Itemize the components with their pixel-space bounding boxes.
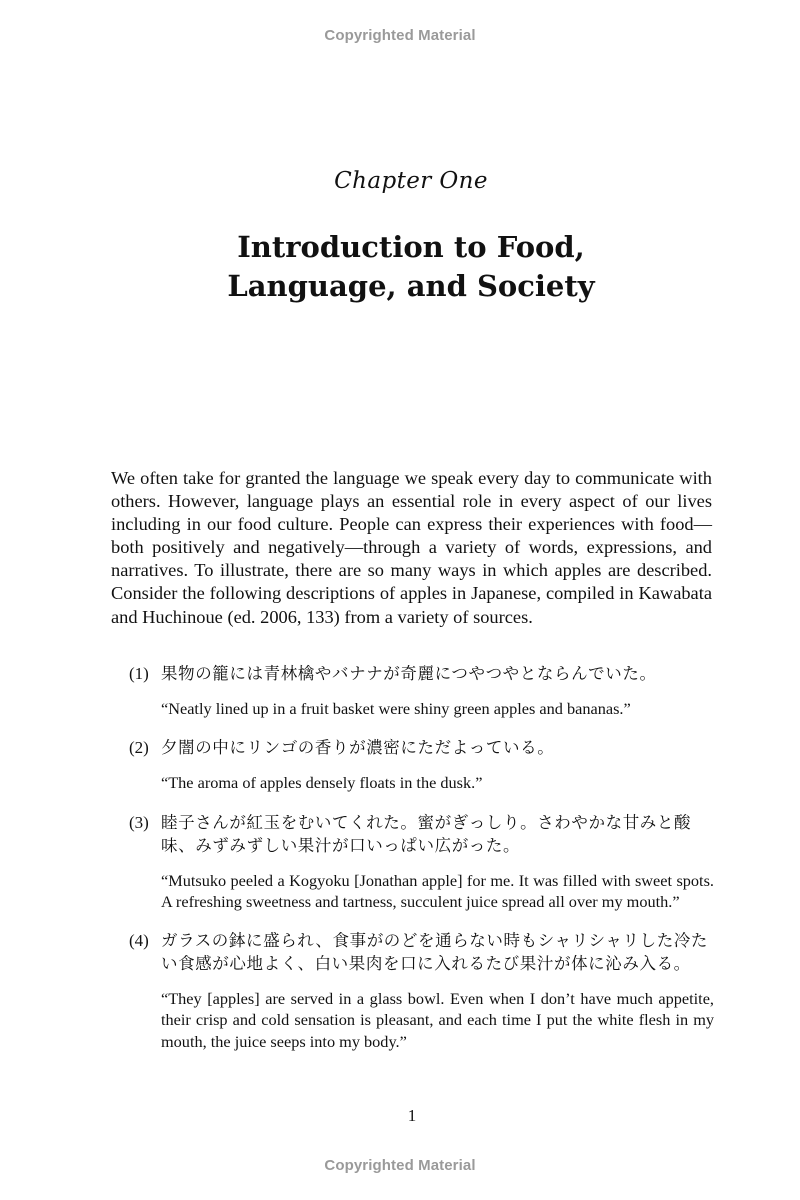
example-item <box>129 662 714 719</box>
example-item <box>129 736 714 793</box>
copyright-watermark-top: Copyrighted Material <box>324 27 476 44</box>
chapter-title-line-2: Language, and Society <box>227 269 595 303</box>
example-translation: “They [apples] are served in a glass bowl. Even when I don’t have much appetite, their crisp and cold sensation is pleasant, and each time I put the white flesh in my mouth, the juice seeps into my body.” <box>161 989 714 1051</box>
example-item <box>129 929 714 1052</box>
example-number: (2) <box>129 738 149 758</box>
example-japanese: 夕闇の中にリンゴの香りが濃密にただよっている。 <box>161 738 555 758</box>
example-japanese: ガラスの鉢に盛られ、食事がのどを通らない時もシャリシャリした冷たい食感が心地よく、白い果肉を口に入れるたび果汁が体に沁み入る。 <box>161 931 709 974</box>
chapter-label: Chapter One <box>334 168 488 194</box>
copyright-watermark-bottom: Copyrighted Material <box>324 1157 476 1174</box>
example-item <box>129 811 714 913</box>
example-number: (4) <box>129 931 149 951</box>
example-number: (1) <box>129 664 149 683</box>
example-number: (3) <box>129 812 149 832</box>
example-japanese: 睦子さんが紅玉をむいてくれた。蜜がぎっしり。さわやかな甘みと酸味、みずみずしい果汁が口いっぱい広がった。 <box>161 812 692 855</box>
example-japanese: 果物の籠には青林檎やバナナが奇麗につやつやとならんでいた。 <box>161 664 657 683</box>
chapter-title-line-1: Introduction to Food, <box>237 230 585 264</box>
page-number: 1 <box>407 1106 417 1125</box>
example-list <box>129 662 714 1052</box>
chapter-title <box>0 228 800 306</box>
example-translation: “Mutsuko peeled a Kogyoku [Jonathan apple] for me. It was filled with sweet spots. A refreshing sweetness and tartness, succulent juice spread all over my mouth.” <box>161 870 714 911</box>
example-translation: “Neatly lined up in a fruit basket were shiny green apples and bananas.” <box>161 699 631 718</box>
intro-paragraph: We often take for granted the language we speak every day to communicate with others. However, language plays an essential role in every aspect of our lives including in our food culture. People can express their experiences with food—both positively and negatively—through a variety of words, expressions, and narratives. To illustrate, there are so many ways in which apples are described. Consider the following descriptions of apples in Japanese, compiled in Kawabata and Huchinoue (ed. 2006, 133) from a variety of sources. <box>111 468 712 627</box>
example-translation: “The aroma of apples densely floats in the dusk.” <box>161 773 483 793</box>
